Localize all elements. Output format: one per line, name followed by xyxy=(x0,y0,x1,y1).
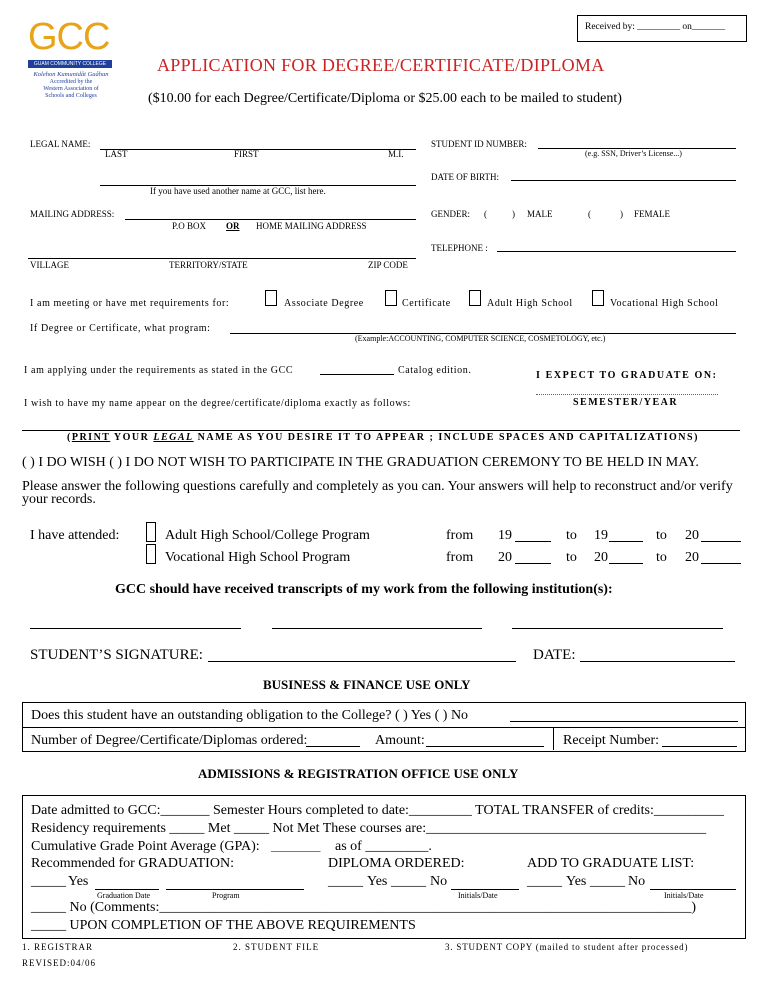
name-appear-line[interactable] xyxy=(22,430,740,431)
signature-line[interactable] xyxy=(208,661,516,662)
female-paren-open[interactable]: ( xyxy=(588,209,591,219)
admissions-title: ADMISSIONS & REGISTRATION OFFICE USE ONLY xyxy=(198,766,519,781)
last-label: LAST xyxy=(105,149,128,159)
catalog-line[interactable] xyxy=(320,374,394,375)
year-20-3-line[interactable] xyxy=(609,563,643,564)
print-open: ( xyxy=(67,432,72,443)
institution-line-3[interactable] xyxy=(512,628,723,629)
grad-date-label: Graduation Date xyxy=(97,891,151,900)
year-20-3: 20 xyxy=(594,550,608,565)
list-no-label: No xyxy=(628,874,646,889)
vocational-checkbox[interactable] xyxy=(592,290,604,306)
amount-label: Amount: xyxy=(375,733,425,748)
ordered-line[interactable] xyxy=(306,746,360,747)
footer-revised: REVISED:04/06 xyxy=(22,958,97,968)
logo-chamorro: Kolehon Kumunidât Guåhan xyxy=(33,71,109,78)
male-paren-open[interactable]: ( xyxy=(484,209,487,219)
transcripts-label: GCC should have received transcripts of my work from the following institution(s): xyxy=(115,582,613,597)
receipt-label: Receipt Number: xyxy=(563,733,660,748)
program-example: (Example:ACCOUNTING, COMPUTER SCIENCE, COSMETOLOGY, etc.) xyxy=(355,334,606,343)
logo-accredit: Accredited by the xyxy=(49,79,93,85)
graduate-on-line[interactable] xyxy=(536,394,718,395)
program2-checkbox[interactable] xyxy=(146,544,156,564)
rec-yes-blank[interactable]: _____ xyxy=(31,874,66,889)
graduate-on-label: I EXPECT TO GRADUATE ON: xyxy=(536,370,718,381)
student-id-hint: (e.g. SSN, Driver’s License...) xyxy=(585,149,682,158)
comments-line[interactable]: _____ No (Comments:____________________________________________________________________________) xyxy=(31,900,696,915)
year-19-2: 19 xyxy=(594,528,608,543)
receipt-line[interactable] xyxy=(662,746,737,747)
pobox-label: P.O BOX xyxy=(172,221,207,231)
associate-label: Associate Degree xyxy=(284,298,364,309)
institution-line-1[interactable] xyxy=(30,628,241,629)
territory-label: TERRITORY/STATE xyxy=(169,260,248,270)
catalog-post: Catalog edition. xyxy=(398,365,472,376)
dip-no-label: No xyxy=(430,874,448,889)
adult-high-checkbox[interactable] xyxy=(469,290,481,306)
attended-label: I have attended: xyxy=(30,528,120,543)
program-label: If Degree or Certificate, what program: xyxy=(30,323,211,334)
year-19-1: 19 xyxy=(498,528,512,543)
first-label: FIRST xyxy=(234,149,259,159)
vocational-label: Vocational High School xyxy=(610,298,719,309)
adm-row1[interactable]: Date admitted to GCC:_______ Semester Hours completed to date:_________ TOTAL TRANSFER of credits:__________ xyxy=(31,803,724,818)
dob-line[interactable] xyxy=(511,180,736,181)
certificate-checkbox[interactable] xyxy=(385,290,397,306)
meeting-label: I am meeting or have met requirements for: xyxy=(30,298,230,309)
year-20-1: 20 xyxy=(685,528,699,543)
year-19-2-line[interactable] xyxy=(609,541,643,542)
dip-initials-line[interactable] xyxy=(451,889,519,890)
village-line[interactable] xyxy=(28,258,416,259)
mailing-label: MAILING ADDRESS: xyxy=(30,209,115,219)
page-title: APPLICATION FOR DEGREE/CERTIFICATE/DIPLOMA xyxy=(157,55,605,75)
receipt-divider xyxy=(553,727,554,750)
page-subtitle: ($10.00 for each Degree/Certificate/Diploma or $25.00 each to be mailed to student) xyxy=(148,91,622,106)
semester-year-label: SEMESTER/YEAR xyxy=(573,397,679,408)
village-label: VILLAGE xyxy=(30,260,69,270)
ordered-label: Number of Degree/Certificate/Diplomas ordered: xyxy=(31,733,308,748)
obligation-label[interactable]: Does this student have an outstanding obligation to the College? ( ) Yes ( ) No xyxy=(31,708,469,723)
telephone-label: TELEPHONE : xyxy=(431,243,488,253)
to-label-3: to xyxy=(566,550,577,565)
diploma-label: DIPLOMA ORDERED: xyxy=(328,856,465,871)
footer-student-copy: 3. STUDENT COPY (mailed to student after processed) xyxy=(445,942,689,952)
male-label: MALE xyxy=(527,209,553,219)
institution-line-2[interactable] xyxy=(272,628,482,629)
logo-accredit3: Schools and Colleges xyxy=(45,93,97,99)
mailing-line[interactable] xyxy=(125,219,416,220)
logo-accredit2: Western Association of xyxy=(43,86,99,92)
list-initials-label: Initials/Date xyxy=(664,891,704,900)
upon-line[interactable]: _____ UPON COMPLETION OF THE ABOVE REQUIREMENTS xyxy=(31,918,416,933)
add-list-label: ADD TO GRADUATE LIST: xyxy=(527,856,695,871)
to-label-4: to xyxy=(656,550,667,565)
home-label: HOME MAILING ADDRESS xyxy=(256,221,367,231)
program1-label: Adult High School/College Program xyxy=(165,528,370,543)
or-label: OR xyxy=(226,221,240,231)
amount-line[interactable] xyxy=(426,746,544,747)
as-of[interactable]: as of _________. xyxy=(335,839,432,854)
certificate-label: Certificate xyxy=(402,298,451,309)
year-20-1-line[interactable] xyxy=(701,541,741,542)
other-name-label: If you have used another name at GCC, list here. xyxy=(150,186,326,196)
legal-name-label: LEGAL NAME: xyxy=(30,139,91,149)
gpa-blank[interactable]: _________ xyxy=(271,841,321,853)
gcc-logo xyxy=(26,16,116,106)
name-appear-label: I wish to have my name appear on the degree/certificate/diploma exactly as follows: xyxy=(24,398,411,409)
program-line-adm[interactable] xyxy=(166,889,304,890)
logo-college: GUAM COMMUNITY COLLEGE xyxy=(28,60,112,68)
footer-student-file: 2. STUDENT FILE xyxy=(233,942,320,952)
finance-divider xyxy=(22,727,745,728)
gpa-label: Cumulative Grade Point Average (GPA): xyxy=(31,839,260,854)
from-label-1: from xyxy=(446,528,474,543)
signature-label: STUDENT’S SIGNATURE: xyxy=(30,647,203,663)
print-word: PRINT xyxy=(71,432,111,443)
dip-yes-blank[interactable]: _____ xyxy=(328,874,363,889)
adm-row2[interactable]: Residency requirements _____ Met _____ Not Met These courses are:________________________________________ xyxy=(31,821,707,836)
rec-yes-label: Yes xyxy=(68,874,89,889)
logo-text: GCC xyxy=(28,16,110,58)
to-label-1: to xyxy=(566,528,577,543)
list-initials-line[interactable] xyxy=(650,889,736,890)
student-id-label: STUDENT ID NUMBER: xyxy=(431,139,527,149)
year-20-4: 20 xyxy=(685,550,699,565)
list-yes-label: Yes xyxy=(566,874,587,889)
program-label-adm: Program xyxy=(212,891,240,900)
gender-label: GENDER: xyxy=(431,209,470,219)
from-label-2: from xyxy=(446,550,474,565)
to-label-2: to xyxy=(656,528,667,543)
female-paren-close[interactable]: ) xyxy=(620,209,623,219)
mi-label: M.I. xyxy=(388,149,404,159)
received-by: Received by: _________ on_______ xyxy=(585,22,726,32)
ceremony-line[interactable]: ( ) I DO WISH ( ) I DO NOT WISH TO PARTICIPATE IN THE GRADUATION CEREMONY TO BE HELD IN MAY. xyxy=(22,455,699,470)
dip-yes-label: Yes xyxy=(367,874,388,889)
program1-checkbox[interactable] xyxy=(146,522,156,542)
footer-registrar: 1. REGISTRAR xyxy=(22,942,94,952)
dob-label: DATE OF BIRTH: xyxy=(431,172,499,182)
dip-initials-label: Initials/Date xyxy=(458,891,498,900)
date-label: DATE: xyxy=(533,647,576,663)
year-20-2-line[interactable] xyxy=(515,563,551,564)
year-20-2: 20 xyxy=(498,550,512,565)
female-label: FEMALE xyxy=(634,209,670,219)
adult-high-label: Adult High School xyxy=(487,298,573,309)
catalog-pre: I am applying under the requirements as stated in the GCC xyxy=(24,365,294,376)
associate-checkbox[interactable] xyxy=(265,290,277,306)
rec-grad-label: Recommended for GRADUATION: xyxy=(31,856,234,871)
list-no-blank[interactable]: _____ xyxy=(590,874,625,889)
dip-no-blank[interactable]: _____ xyxy=(391,874,426,889)
year-19-1-line[interactable] xyxy=(515,541,551,542)
print-rest: NAME AS YOU DESIRE IT TO APPEAR ; INCLUDE SPACES AND CAPITALIZATIONS) xyxy=(197,432,699,443)
date-line[interactable] xyxy=(580,661,735,662)
program2-label: Vocational High School Program xyxy=(165,550,351,565)
list-yes-blank[interactable]: _____ xyxy=(527,874,562,889)
grad-date-line[interactable] xyxy=(95,889,159,890)
year-20-4-line[interactable] xyxy=(701,563,741,564)
print-your: YOUR xyxy=(113,432,150,443)
male-paren-close[interactable]: ) xyxy=(512,209,515,219)
zip-label: ZIP CODE xyxy=(368,260,408,270)
print-instruction xyxy=(67,432,699,443)
finance-title: BUSINESS & FINANCE USE ONLY xyxy=(263,677,471,692)
instructions: Please answer the following questions carefully and completely as you can. Your answers will help to reconstruct and/or verify your records. xyxy=(22,479,733,507)
telephone-line[interactable] xyxy=(497,251,736,252)
obligation-line[interactable] xyxy=(510,721,738,722)
print-legal: LEGAL xyxy=(153,432,194,443)
